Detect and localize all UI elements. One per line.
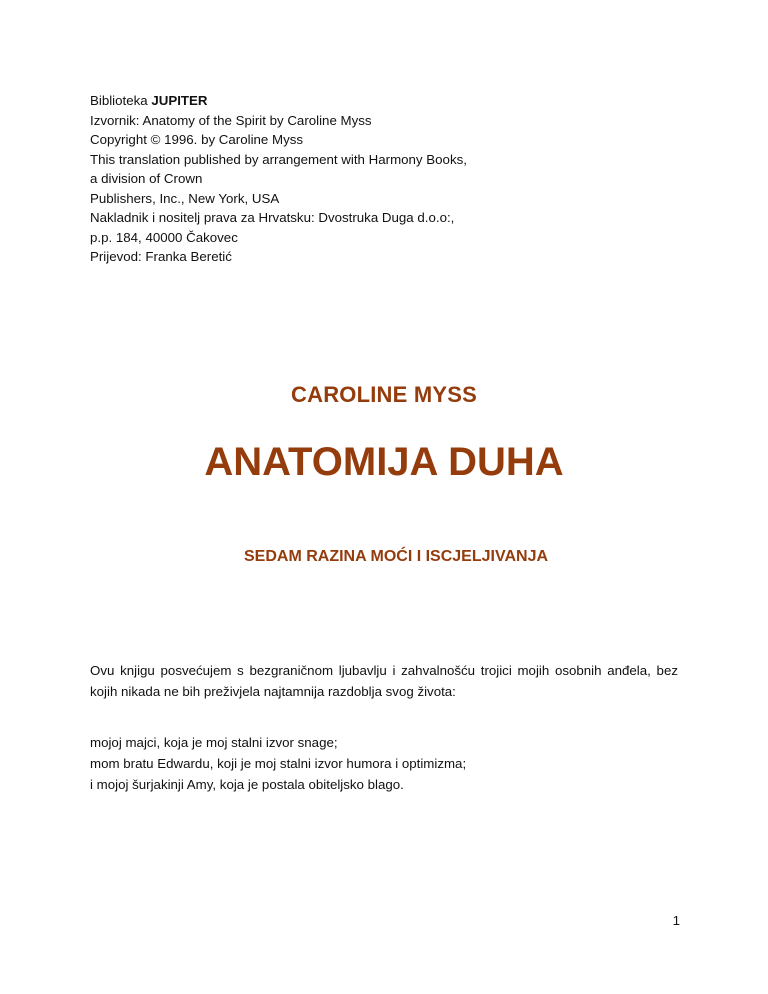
dedication-line: i mojoj šurjakinji Amy, koja je postala obiteljsko blago. <box>90 777 404 792</box>
dedication-paragraph: Ovu knjigu posvećujem s bezgraničnom ljubavlju i zahvalnošću trojici mojih osobnih anđela, bez kojih nikada ne bih preživjela najtamnija razdoblja svog života: <box>90 663 678 699</box>
dedication-line: mom bratu Edwardu, koji je moj stalni izvor humora i optimizma; <box>90 756 467 771</box>
imprint-line: Nakladnik i nositelj prava za Hrvatsku: Dvostruka Duga d.o.o:, <box>90 210 455 225</box>
dedication-paragraph-block <box>90 660 678 702</box>
imprint-line: a division of Crown <box>90 171 203 186</box>
imprint-line: Izvornik: Anatomy of the Spirit by Caroline Myss <box>90 112 372 128</box>
book-title: ANATOMIJA DUHA <box>204 440 564 484</box>
imprint-line: Prijevod: Franka Beretić <box>90 249 232 264</box>
author-name: CAROLINE MYSS <box>291 382 477 407</box>
imprint-line: Publishers, Inc., New York, USA <box>90 190 280 206</box>
series-name: JUPITER <box>151 93 208 108</box>
imprint-line: This translation published by arrangement with Harmony Books, <box>90 151 467 167</box>
book-subtitle: SEDAM RAZINA MOĆI I ISCJELJIVANJA <box>243 548 549 565</box>
imprint-series-line <box>90 91 690 111</box>
imprint-block <box>90 91 690 267</box>
dedication-line: mojoj majci, koja je moj stalni izvor snage; <box>90 735 338 750</box>
page-number: 1 <box>672 913 680 928</box>
dedication-list <box>90 732 690 795</box>
series-prefix: Biblioteka <box>90 93 152 108</box>
imprint-line: p.p. 184, 40000 Čakovec <box>90 229 238 245</box>
imprint-line: Copyright © 1996. by Caroline Myss <box>90 132 304 147</box>
